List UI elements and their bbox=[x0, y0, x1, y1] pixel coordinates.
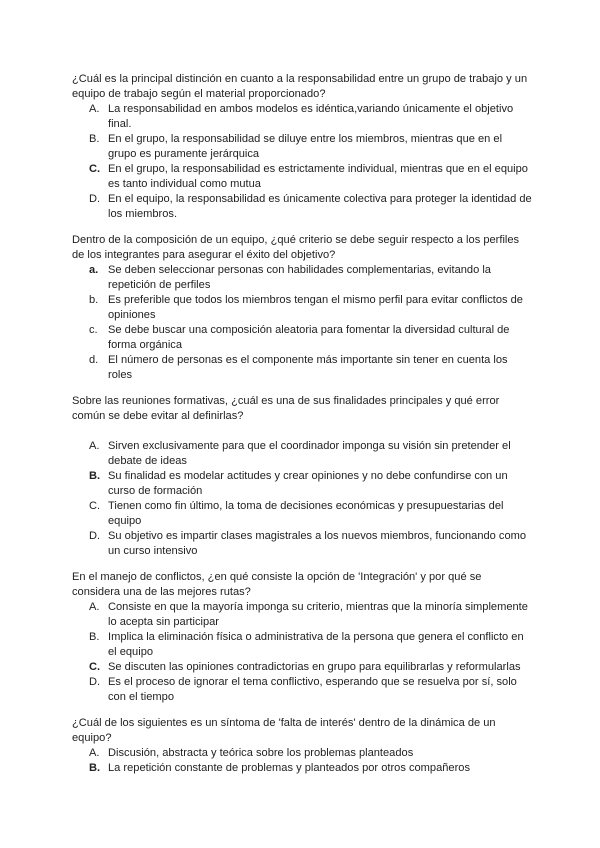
option-c bbox=[72, 660, 532, 675]
option-letter: A. bbox=[89, 440, 100, 452]
option-a bbox=[72, 746, 532, 761]
option-text: Se debe buscar una composición aleatoria para fomentar la diversidad cultural de forma orgánica bbox=[108, 324, 510, 351]
option-letter: c. bbox=[89, 324, 98, 336]
option-d bbox=[72, 675, 532, 705]
option-text: Se deben seleccionar personas con habilidades complementarias, evitando la repetición de perfiles bbox=[108, 264, 491, 291]
option-text: Su objetivo es impartir clases magistrales a los nuevos miembros, funcionando como un curso intensivo bbox=[108, 530, 527, 557]
question-text: ¿Cuál de los siguientes es un síntoma de 'falta de interés' dentro de la dinámica de un equipo? bbox=[72, 717, 496, 744]
option-letter: a. bbox=[89, 264, 99, 276]
option-letter: B. bbox=[89, 631, 100, 643]
question-5 bbox=[72, 716, 532, 776]
option-a bbox=[72, 439, 532, 469]
option-letter: C. bbox=[89, 661, 101, 673]
option-b bbox=[72, 761, 532, 776]
option-text: Implica la eliminación física o administrativa de la persona que genera el conflicto en el equipo bbox=[108, 631, 524, 658]
option-b bbox=[72, 630, 532, 660]
option-a bbox=[72, 263, 532, 293]
option-letter: D. bbox=[89, 193, 101, 205]
option-b bbox=[72, 469, 532, 499]
question-1 bbox=[72, 72, 532, 222]
option-a bbox=[72, 102, 532, 132]
option-d bbox=[72, 529, 532, 559]
option-text: En el grupo, la responsabilidad es estrictamente individual, mientras que en el equipo es tanto individual como mutua bbox=[108, 163, 528, 190]
option-letter: b. bbox=[89, 294, 99, 306]
option-text: Es el proceso de ignorar el tema conflictivo, esperando que se resuelva por sí, solo con el tiempo bbox=[108, 676, 517, 703]
option-text: En el grupo, la responsabilidad se diluye entre los miembros, mientras que en el grupo es puramente jerárquica bbox=[108, 133, 503, 160]
options-list bbox=[72, 263, 532, 383]
option-text: Discusión, abstracta y teórica sobre los problemas planteados bbox=[108, 747, 414, 759]
option-text: La responsabilidad en ambos modelos es idéntica,variando únicamente el objetivo final. bbox=[108, 103, 514, 130]
options-list bbox=[72, 600, 532, 705]
option-letter: d. bbox=[89, 354, 99, 366]
option-c bbox=[72, 323, 532, 353]
option-text: La repetición constante de problemas y planteados por otros compañeros bbox=[108, 762, 470, 774]
option-text: Consiste en que la mayoría imponga su criterio, mientras que la minoría simplemente lo acepta sin participar bbox=[108, 601, 528, 628]
option-letter: C. bbox=[89, 163, 101, 175]
question-text: ¿Cuál es la principal distinción en cuanto a la responsabilidad entre un grupo de trabajo y un equipo de trabajo según el material proporcionado? bbox=[72, 73, 528, 100]
option-b bbox=[72, 293, 532, 323]
option-letter: A. bbox=[89, 747, 100, 759]
option-letter: D. bbox=[89, 676, 101, 688]
option-c bbox=[72, 162, 532, 192]
option-letter: B. bbox=[89, 470, 101, 482]
option-letter: A. bbox=[89, 103, 100, 115]
option-text: Es preferible que todos los miembros tengan el mismo perfil para evitar conflictos de opiniones bbox=[108, 294, 523, 321]
option-d bbox=[72, 353, 532, 383]
question-3 bbox=[72, 394, 532, 559]
options-list bbox=[72, 102, 532, 222]
option-letter: A. bbox=[89, 601, 100, 613]
option-text: Su finalidad es modelar actitudes y crear opiniones y no debe confundirse con un curso de formación bbox=[108, 470, 508, 497]
option-letter: C. bbox=[89, 500, 101, 512]
question-text: Sobre las reuniones formativas, ¿cuál es una de sus finalidades principales y qué error común se debe evitar al definirlas? bbox=[72, 395, 500, 422]
option-letter: B. bbox=[89, 133, 100, 145]
option-letter: D. bbox=[89, 530, 101, 542]
option-text: Se discuten las opiniones contradictorias en grupo para equilibrarlas y reformularlas bbox=[108, 661, 521, 673]
option-d bbox=[72, 192, 532, 222]
question-text: Dentro de la composición de un equipo, ¿qué criterio se debe seguir respecto a los perfiles de los integrantes para asegurar el éxito del objetivo? bbox=[72, 234, 520, 261]
options-list bbox=[72, 439, 532, 559]
option-c bbox=[72, 499, 532, 529]
option-text: Sirven exclusivamente para que el coordinador imponga su visión sin pretender el debate de ideas bbox=[108, 440, 511, 467]
option-text: Tienen como fin último, la toma de decisiones económicas y presupuestarias del equipo bbox=[108, 500, 504, 527]
question-4 bbox=[72, 570, 532, 705]
question-2 bbox=[72, 233, 532, 383]
option-b bbox=[72, 132, 532, 162]
option-text: En el equipo, la responsabilidad es únicamente colectiva para proteger la identidad de los miembros. bbox=[108, 193, 532, 220]
option-a bbox=[72, 600, 532, 630]
option-text: El número de personas es el componente más importante sin tener en cuenta los roles bbox=[108, 354, 508, 381]
option-letter: B. bbox=[89, 762, 101, 774]
question-text: En el manejo de conflictos, ¿en qué consiste la opción de 'Integración' y por qué se considera una de las mejores rutas? bbox=[72, 571, 482, 598]
options-list bbox=[72, 746, 532, 776]
